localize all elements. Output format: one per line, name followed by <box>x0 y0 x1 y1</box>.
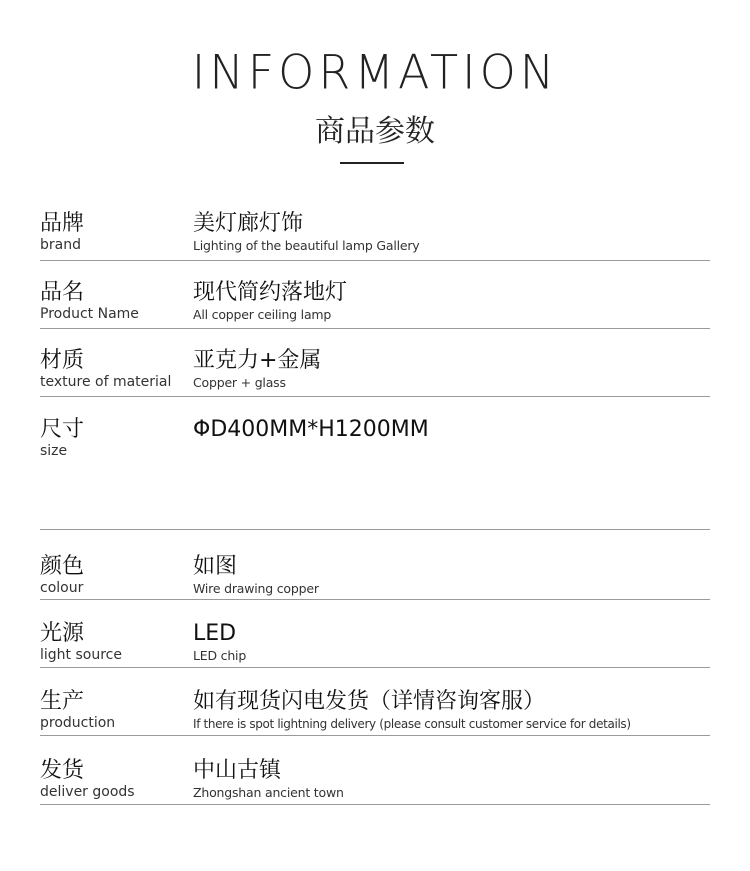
row-divider <box>40 667 710 668</box>
spec-value-cn: LED <box>193 621 237 646</box>
spec-key-en: texture of material <box>40 374 172 390</box>
row-divider <box>40 328 710 329</box>
row-divider <box>40 529 710 530</box>
spec-key-en: size <box>40 443 68 459</box>
spec-key-cn: 颜色 <box>40 554 85 579</box>
spec-key-cn: 品名 <box>40 280 85 305</box>
spec-key-cn: 尺寸 <box>40 417 85 442</box>
spec-value-cn: 如图 <box>193 554 238 579</box>
spec-key-cn: 品牌 <box>40 211 85 236</box>
row-divider <box>40 260 710 261</box>
spec-value-cn: 美灯廊灯饰 <box>193 211 304 236</box>
spec-value-en: Wire drawing copper <box>193 581 319 596</box>
spec-value-cn: 亚克力+金属 <box>193 348 322 373</box>
row-divider <box>40 735 710 736</box>
spec-value-en: Lighting of the beautiful lamp Gallery <box>193 238 420 253</box>
row-divider <box>40 599 710 600</box>
spec-key-en: deliver goods <box>40 784 135 800</box>
title-underline <box>340 162 404 164</box>
title-english: INFORMATION <box>191 44 559 100</box>
row-divider <box>40 804 710 805</box>
spec-key-cn: 材质 <box>40 348 85 373</box>
spec-value-en: LED chip <box>193 648 247 663</box>
spec-value-cn: 如有现货闪电发货（详情咨询客服） <box>193 689 546 714</box>
title-chinese: 商品参数 <box>315 114 435 149</box>
spec-key-cn: 生产 <box>40 689 85 714</box>
spec-key-cn: 光源 <box>40 621 85 646</box>
spec-value-cn: 中山古镇 <box>193 758 282 783</box>
spec-value-en: Zhongshan ancient town <box>193 785 344 800</box>
spec-value-en: If there is spot lightning delivery (please consult customer service for details) <box>193 717 631 731</box>
spec-value-en: All copper ceiling lamp <box>193 307 332 322</box>
spec-key-en: light source <box>40 647 122 663</box>
spec-key-en: Product Name <box>40 306 139 322</box>
spec-key-en: brand <box>40 237 81 253</box>
row-divider <box>40 396 710 397</box>
spec-value-en: Copper + glass <box>193 375 286 390</box>
spec-value-cn: 现代简约落地灯 <box>193 280 348 305</box>
spec-key-en: colour <box>40 580 84 596</box>
spec-value-cn: ΦD400MM*H1200MM <box>193 417 429 442</box>
spec-key-en: production <box>40 715 116 731</box>
spec-key-cn: 发货 <box>40 758 85 783</box>
